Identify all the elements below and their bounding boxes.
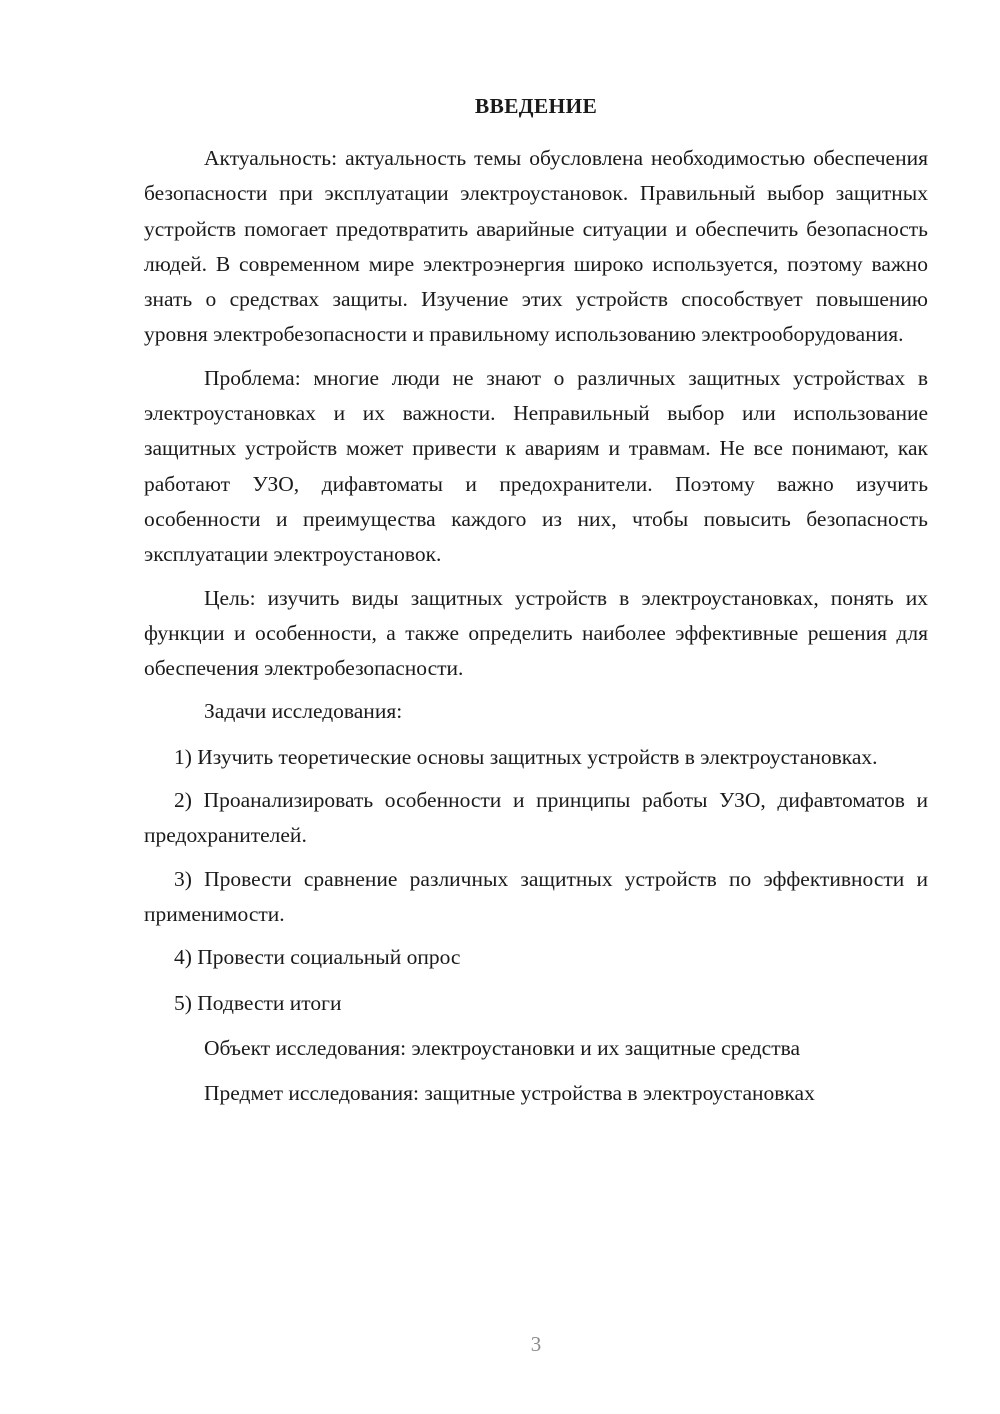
page-number: 3 xyxy=(530,1332,542,1356)
task-item: 5) Подвести итоги xyxy=(174,990,342,1015)
task-item: 3) Провести сравнение различных защитных устройств по эффективности и применимости. xyxy=(144,866,928,926)
research-subject: Предмет исследования: защитные устройства в электроустановках xyxy=(204,1081,815,1106)
paragraph-relevance: Актуальность: актуальность темы обусловлена необходимостью обеспечения безопасности при эксплуатации электроустановок. Правильный выбор защитных устройств помогает предотвратить аварийные ситуации и обеспечить безопасность людей. В современном мире электроэнергия широко используется, поэтому важно знать о средствах защиты. Изучение этих устройств способствует повышению уровня электробезопасности и правильному использованию электрооборудования. xyxy=(144,146,928,347)
document-body xyxy=(144,141,928,1121)
tasks-heading: Задачи исследования: xyxy=(204,699,403,724)
paragraph-problem: Проблема: многие люди не знают о различных защитных устройствах в электроустановках и их важности. Неправильный выбор или использование защитных устройств может привести к авариям и травмам. Не все понимают, как работают УЗО, дифавтоматы и предохранители. Поэтому важно изучить особенности и преимущества каждого из них, чтобы повысить безопасность эксплуатации электроустановок. xyxy=(144,365,928,567)
task-item: 4) Провести социальный опрос xyxy=(174,945,461,970)
task-item: 1) Изучить теоретические основы защитных устройств в электроустановках. xyxy=(174,744,878,769)
paragraph-goal: Цель: изучить виды защитных устройств в электроустановках, понять их функции и особенности, а также определить наиболее эффективные решения для обеспечения электробезопасности. xyxy=(144,585,928,681)
task-item: 2) Проанализировать особенности и принципы работы УЗО, дифавтоматов и предохранителей. xyxy=(144,788,928,848)
page-title: ВВЕДЕНИЕ xyxy=(474,94,598,118)
research-object: Объект исследования: электроустановки и их защитные средства xyxy=(204,1035,801,1060)
